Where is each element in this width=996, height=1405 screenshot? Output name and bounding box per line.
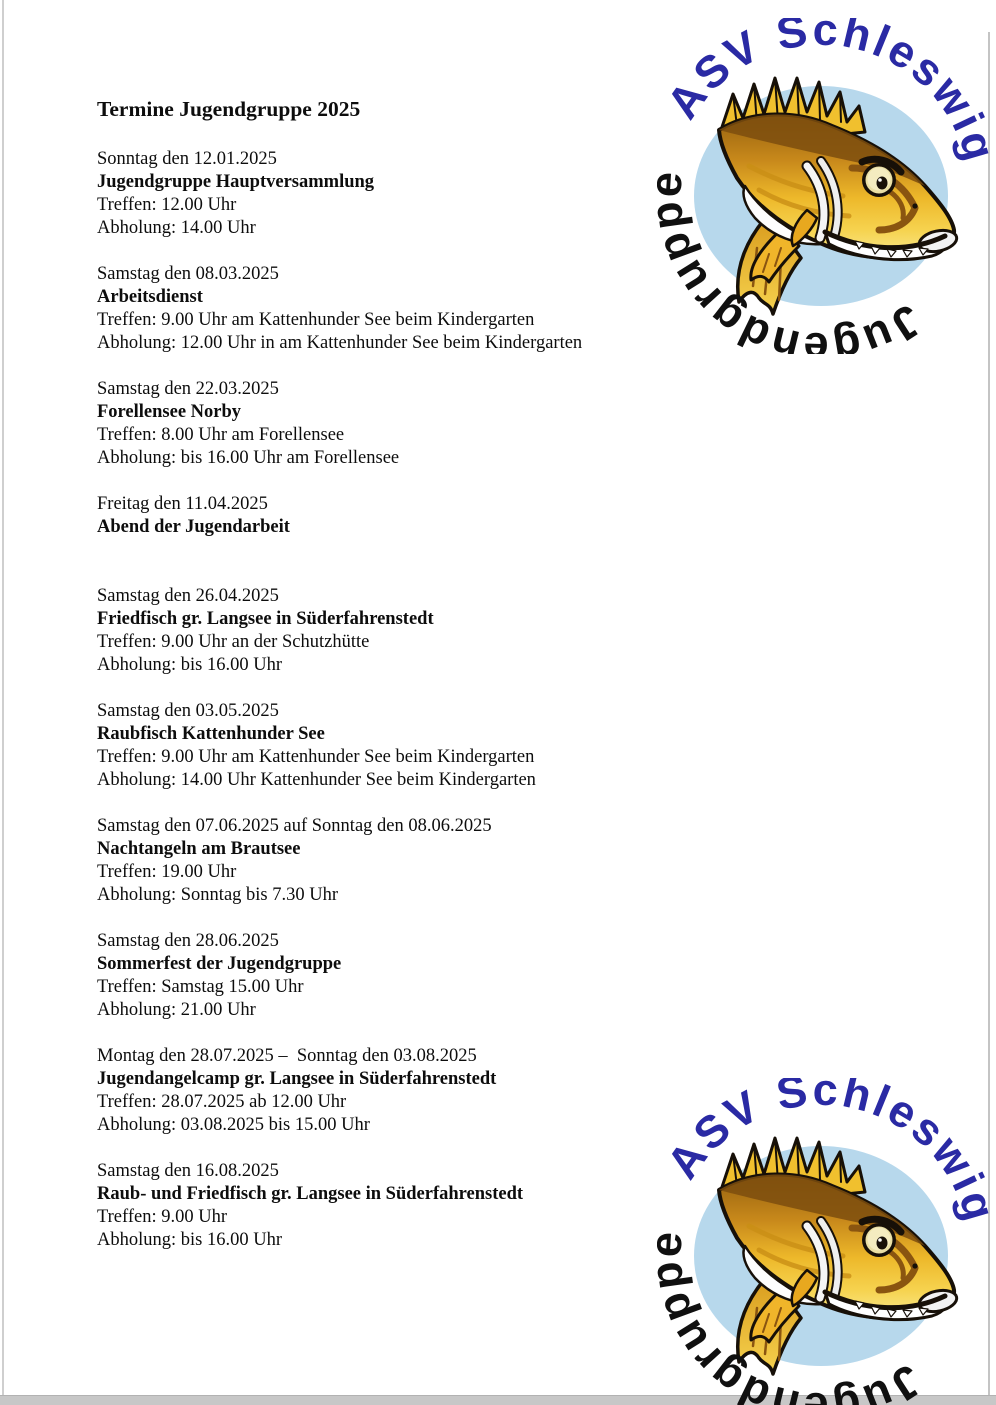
event-date: Montag den 28.07.2025 – Sonntag den 03.08.2025: [97, 1046, 477, 1066]
event-title: Forellensee Norby: [97, 402, 242, 422]
event-title: Jugendangelcamp gr. Langsee in Süderfahrenstedt: [97, 1069, 497, 1089]
event-meeting-time: Treffen: Samstag 15.00 Uhr: [97, 977, 304, 997]
event-meeting-time: Treffen: 9.00 Uhr am Kattenhunder See beim Kindergarten: [97, 747, 535, 767]
event-pickup-time: Abholung: 14.00 Uhr Kattenhunder See beim Kindergarten: [97, 770, 536, 790]
event-date: Samstag den 03.05.2025: [97, 701, 279, 721]
event-title: Raub- und Friedfisch gr. Langsee in Süderfahrenstedt: [97, 1184, 524, 1204]
event-pickup-time: Abholung: 03.08.2025 bis 15.00 Uhr: [97, 1115, 370, 1135]
event-pickup-time: Abholung: 14.00 Uhr: [97, 218, 256, 238]
event-pickup-time: Abholung: 21.00 Uhr: [97, 1000, 256, 1020]
event-item: [97, 493, 737, 539]
event-meeting-time: Treffen: 12.00 Uhr: [97, 195, 237, 215]
events-list: [97, 148, 737, 1252]
event-pickup-time: Abholung: bis 16.00 Uhr am Forellensee: [97, 448, 400, 468]
event-date: Samstag den 08.03.2025: [97, 264, 279, 284]
event-item: [97, 700, 737, 792]
club-logo-bottom: [657, 1078, 996, 1405]
event-pickup-time: Abholung: bis 16.00 Uhr: [97, 655, 282, 675]
event-date: Sonntag den 12.01.2025: [97, 149, 277, 169]
event-pickup-time: Abholung: bis 16.00 Uhr: [97, 1230, 282, 1250]
page-edge-left: [2, 0, 4, 1396]
page-title: Termine Jugendgruppe 2025: [97, 97, 361, 121]
event-meeting-time: Treffen: 9.00 Uhr an der Schutzhütte: [97, 632, 370, 652]
event-title: Sommerfest der Jugendgruppe: [97, 954, 342, 974]
event-date: Samstag den 26.04.2025: [97, 586, 279, 606]
event-title: Raubfisch Kattenhunder See: [97, 724, 325, 744]
event-item: [97, 930, 737, 1022]
event-meeting-time: Treffen: 9.00 Uhr am Kattenhunder See beim Kindergarten: [97, 310, 535, 330]
event-meeting-time: Treffen: 19.00 Uhr: [97, 862, 237, 882]
event-meeting-time: Treffen: 28.07.2025 ab 12.00 Uhr: [97, 1092, 347, 1112]
event-date: Samstag den 28.06.2025: [97, 931, 279, 951]
event-date: Samstag den 22.03.2025: [97, 379, 279, 399]
event-item: [97, 263, 737, 355]
event-meeting-time: Treffen: 9.00 Uhr: [97, 1207, 228, 1227]
event-title: Arbeitsdienst: [97, 287, 203, 307]
event-item: [97, 815, 737, 907]
event-title: Nachtangeln am Brautsee: [97, 839, 301, 859]
event-item: [97, 148, 737, 240]
schedule-content: [97, 95, 737, 1275]
event-item: [97, 1045, 737, 1137]
event-title: Friedfisch gr. Langsee in Süderfahrenstedt: [97, 609, 434, 629]
event-date: Freitag den 11.04.2025: [97, 494, 268, 514]
event-item: [97, 585, 737, 677]
event-pickup-time: Abholung: 12.00 Uhr in am Kattenhunder See beim Kindergarten: [97, 333, 583, 353]
event-meeting-time: Treffen: 8.00 Uhr am Forellensee: [97, 425, 345, 445]
event-item: [97, 378, 737, 470]
event-item: [97, 1160, 737, 1252]
event-date: Samstag den 07.06.2025 auf Sonntag den 08.06.2025: [97, 816, 492, 836]
event-title: Jugendgruppe Hauptversammlung: [97, 172, 375, 192]
event-date: Samstag den 16.08.2025: [97, 1161, 279, 1181]
club-logo-top: [657, 18, 996, 354]
event-title: Abend der Jugendarbeit: [97, 517, 290, 537]
event-pickup-time: Abholung: Sonntag bis 7.30 Uhr: [97, 885, 339, 905]
